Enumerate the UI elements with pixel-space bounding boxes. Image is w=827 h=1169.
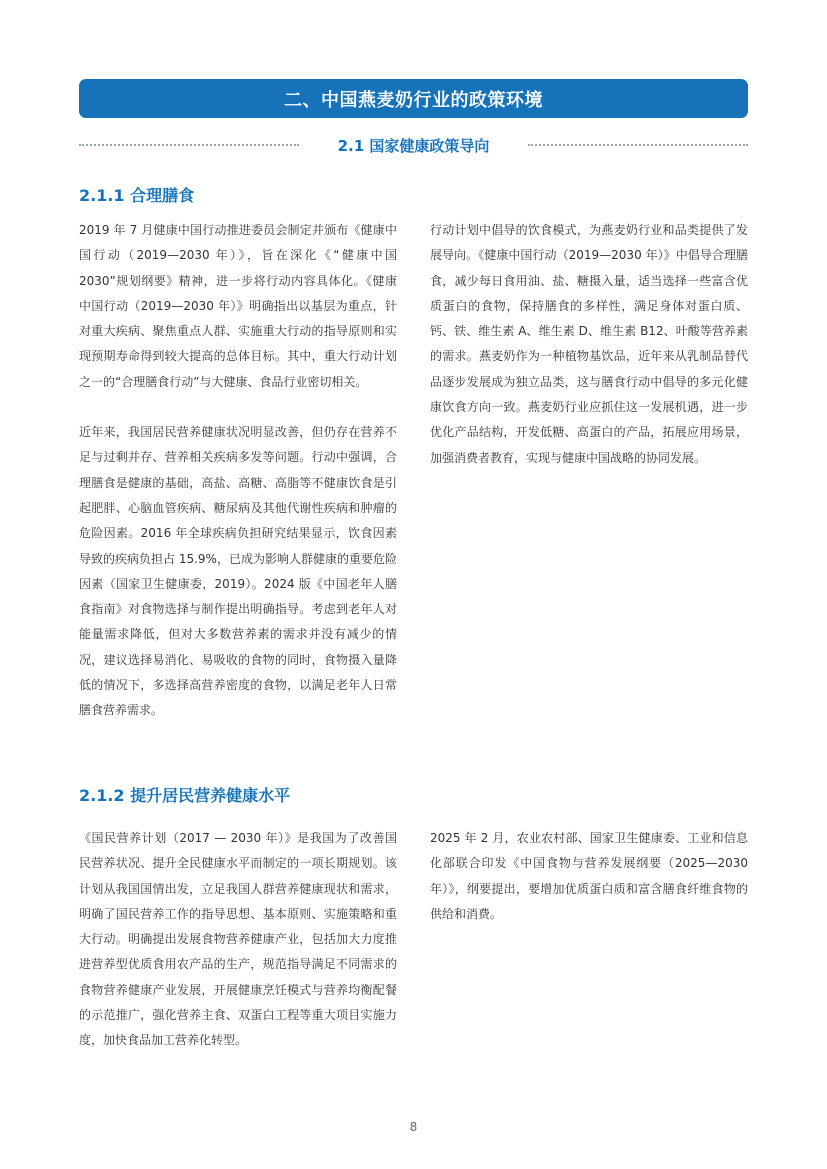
paragraph: 《国民营养计划（2017 — 2030 年）》是我国为了改善国民营养状况、提升全民健康水平而制定的一项长期规划。该计划从我国国情出发，立足我国人群营养健康现状和需求，明确了国民营养工作的指导思想、基本原则、实施策略和重大行动。明确提出发展食物营养健康产业，包括加大力度推进营养型优质食用农产品的生产，规范指导满足不同需求的食物营养健康产业发展，开展健康烹饪模式与营养均衡配餐的示范推广，强化营养主食、双蛋白工程等重大项目实施力度，加快食品加工营养化转型。 (79, 831, 397, 1048)
page-number: 8 (409, 1120, 418, 1134)
chapter-banner (79, 79, 748, 118)
dotted-divider-right (528, 144, 748, 146)
section-title-dietary: 2.1.1 合理膳食 (79, 186, 195, 205)
dotted-divider-left (79, 144, 299, 146)
chapter-title: 二、中国燕麦奶行业的政策环境 (284, 89, 543, 111)
section-2-left-column (79, 826, 397, 1054)
section-1-right-column (430, 218, 748, 471)
paragraph: 2025 年 2 月，农业农村部、国家卫生健康委、工业和信息化部联合印发《中国食物与营养发展纲要（2025—2030 年）》，纲要提出，要增加优质蛋白质和富含膳食纤维食物的供给和消费。 (430, 831, 748, 921)
paragraph: 2019 年 7 月健康中国行动推进委员会制定并颁布《健康中国行动（2019—2030 年）》，旨在深化《“健康中国 2030”规划纲要》精神，进一步将行动内容具体化。《健康中国行动（2019—2030 年）》明确指出以基层为重点，针对重大疾病、聚焦重点人群、实施重大行动的指导原则和实现预期寿命得到较大提高的总体目标。其中，重大行动计划之一的“合理膳食行动”与大健康、食品行业密切相关。 (79, 223, 397, 389)
subsection-header (79, 132, 748, 158)
section-2-right-column (430, 826, 748, 927)
section-title-nutrition: 2.1.2 提升居民营养健康水平 (79, 786, 291, 805)
section-1-left-column (79, 218, 397, 724)
paragraph: 行动计划中倡导的饮食模式，为燕麦奶行业和品类提供了发展导向。《健康中国行动（2019—2030 年）》中倡导合理膳食，减少每日食用油、盐、糖摄入量，适当选择一些富含优质蛋白的食物，保持膳食的多样性，满足身体对蛋白质、钙、铁、维生素 A、维生素 D、维生素 B12、叶酸等营养素的需求。燕麦奶作为一种植物基饮品，近年来从乳制品替代品逐步发展成为独立品类，这与膳食行动中倡导的多元化健康饮食方向一致。燕麦奶行业应抓住这一发展机遇，进一步优化产品结构，开发低糖、高蛋白的产品，拓展应用场景，加强消费者教育，实现与健康中国战略的协同发展。 (430, 223, 748, 465)
subsection-title: 2.1 国家健康政策导向 (337, 136, 490, 155)
paragraph: 近年来，我国居民营养健康状况明显改善，但仍存在营养不足与过剩并存、营养相关疾病多发等问题。行动中强调，合理膳食是健康的基础，高盐、高糖、高脂等不健康饮食是引起肥胖、心脑血管疾病、糖尿病及其他代谢性疾病和肿瘤的危险因素。2016 年全球疾病负担研究结果显示，饮食因素导致的疾病负担占 15.9%，已成为影响人群健康的重要危险因素（国家卫生健康委，2019）。2024 版《中国老年人膳食指南》对食物选择与制作提出明确指导。考虑到老年人对能量需求降低，但对大多数营养素的需求并没有减少的情况，建议选择易消化、易吸收的食物的同时，食物摄入量降低的情况下，多选择高营养密度的食物，以满足老年人日常膳食营养需求。 (79, 425, 397, 718)
